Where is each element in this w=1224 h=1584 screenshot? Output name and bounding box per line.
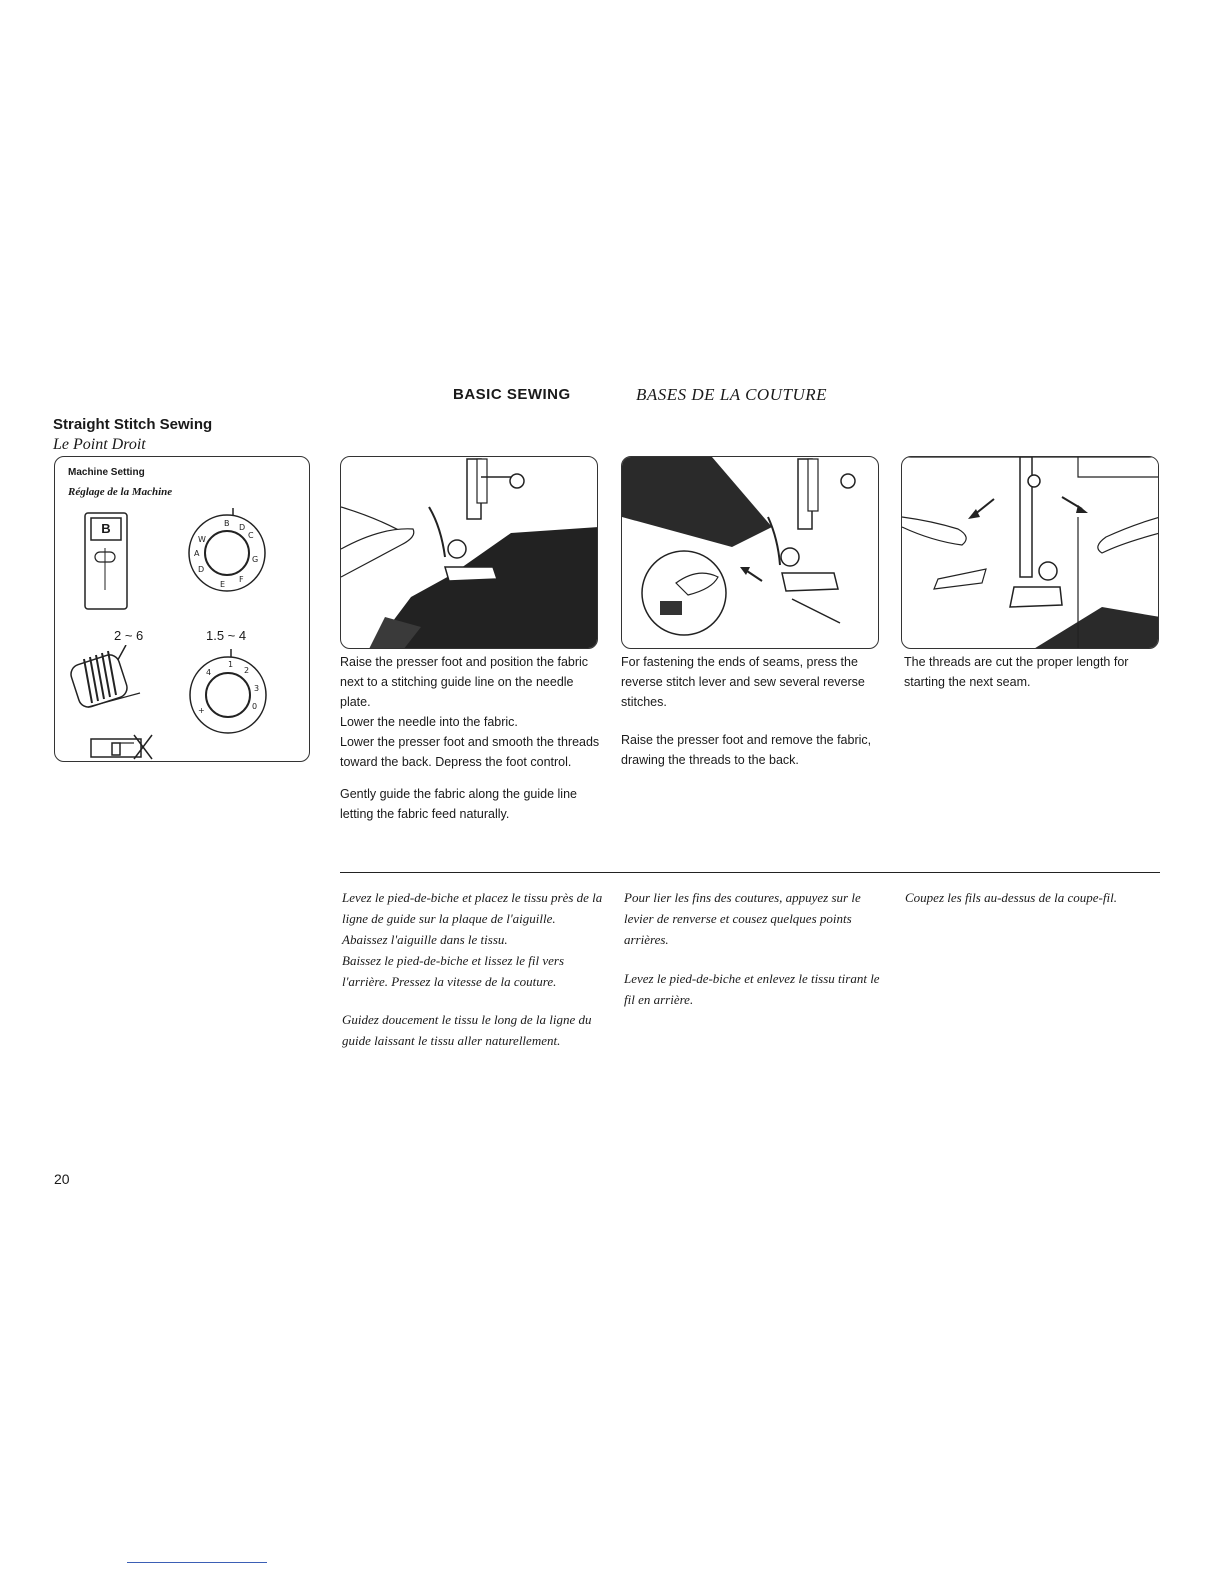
svg-text:+: +	[198, 706, 205, 715]
presser-foot-icon	[90, 733, 156, 761]
step-en-guide-fabric: Gently guide the fabric along the guide line letting the fabric feed naturally.	[340, 787, 577, 821]
svg-text:4: 4	[206, 668, 212, 677]
stitch-length-dial-icon	[184, 649, 268, 735]
step-en-lower-needle: Lower the needle into the fabric.	[340, 715, 518, 729]
section-divider	[340, 872, 1160, 873]
page-header-fr: BASES DE LA COUTURE	[636, 385, 827, 404]
pattern-dial-icon	[184, 508, 266, 594]
tension-dial-icon	[66, 645, 146, 719]
illustration-cut-threads	[901, 456, 1159, 649]
step-en-raise-position: Raise the presser foot and position the fabric next to a stitching guide line on the needle plate.	[340, 655, 589, 709]
svg-text:B: B	[224, 519, 230, 528]
step-en-cut-threads: The threads are cut the proper length for starting the next seam.	[904, 655, 1129, 689]
svg-text:0: 0	[252, 702, 258, 711]
svg-text:3: 3	[254, 684, 260, 693]
page-number: 20	[54, 1171, 70, 1187]
stitch-length-range-label: 1.5 ~ 4	[206, 628, 247, 643]
illustration-reverse-stitch	[621, 456, 879, 649]
svg-text:W: W	[198, 535, 206, 544]
instructions-fr-col2	[624, 887, 886, 1010]
svg-text:2: 2	[244, 666, 250, 675]
step-en-remove-fabric: Raise the presser foot and remove the fabric, drawing the threads to the back.	[621, 733, 872, 767]
tension-range-label: 2 ~ 6	[114, 628, 144, 643]
svg-text:1: 1	[228, 660, 234, 669]
instructions-fr-col1	[342, 887, 604, 1051]
machine-setting-label-en: Machine Setting	[68, 467, 145, 478]
instructions-fr-col3	[905, 887, 1175, 908]
section-title-fr: Le Point Droit	[53, 436, 146, 453]
footer-line	[127, 1562, 267, 1563]
svg-text:E: E	[220, 580, 226, 589]
step-fr-lower-foot: Baissez le pied-de-biche et lissez le fil vers l'arrière. Pressez la vitesse de la couture.	[342, 953, 565, 989]
svg-text:A: A	[194, 549, 200, 558]
svg-text:D: D	[239, 523, 246, 532]
illustration-position-fabric	[340, 456, 598, 649]
instructions-en-col3	[904, 652, 1166, 692]
machine-setting-label-fr: Réglage de la Machine	[68, 486, 173, 498]
pattern-letter: B	[101, 521, 111, 536]
step-fr-guide-fabric: Guidez doucement le tissu le long de la ligne du guide laissant le tissu aller naturellement.	[342, 1012, 592, 1048]
svg-text:F: F	[239, 575, 244, 584]
step-fr-cut-threads: Coupez les fils au-dessus de la coupe-fil.	[905, 890, 1117, 905]
step-en-lower-foot: Lower the presser foot and smooth the threads toward the back. Depress the foot control.	[340, 735, 600, 769]
section-title-en: Straight Stitch Sewing	[53, 416, 213, 433]
page-header-en: BASIC SEWING	[453, 386, 571, 403]
instructions-en-col2	[621, 652, 883, 770]
svg-text:D: D	[198, 565, 205, 574]
step-fr-raise-position: Levez le pied-de-biche et placez le tissu près de la ligne de guide sur la plaque de l'aiguille.	[342, 890, 603, 926]
step-fr-reverse-stitch: Pour lier les fins des coutures, appuyez sur le levier de renverse et cousez quelques points arrières.	[624, 890, 861, 947]
svg-text:G: G	[252, 555, 259, 564]
step-fr-remove-fabric: Levez le pied-de-biche et enlevez le tissu tirant le fil en arrière.	[624, 971, 880, 1007]
step-en-reverse-stitch: For fastening the ends of seams, press the reverse stitch lever and sew several reverse stitches.	[621, 655, 865, 709]
instructions-en-col1	[340, 652, 602, 824]
svg-text:C: C	[248, 531, 254, 540]
step-fr-lower-needle: Abaissez l'aiguille dans le tissu.	[342, 932, 508, 947]
